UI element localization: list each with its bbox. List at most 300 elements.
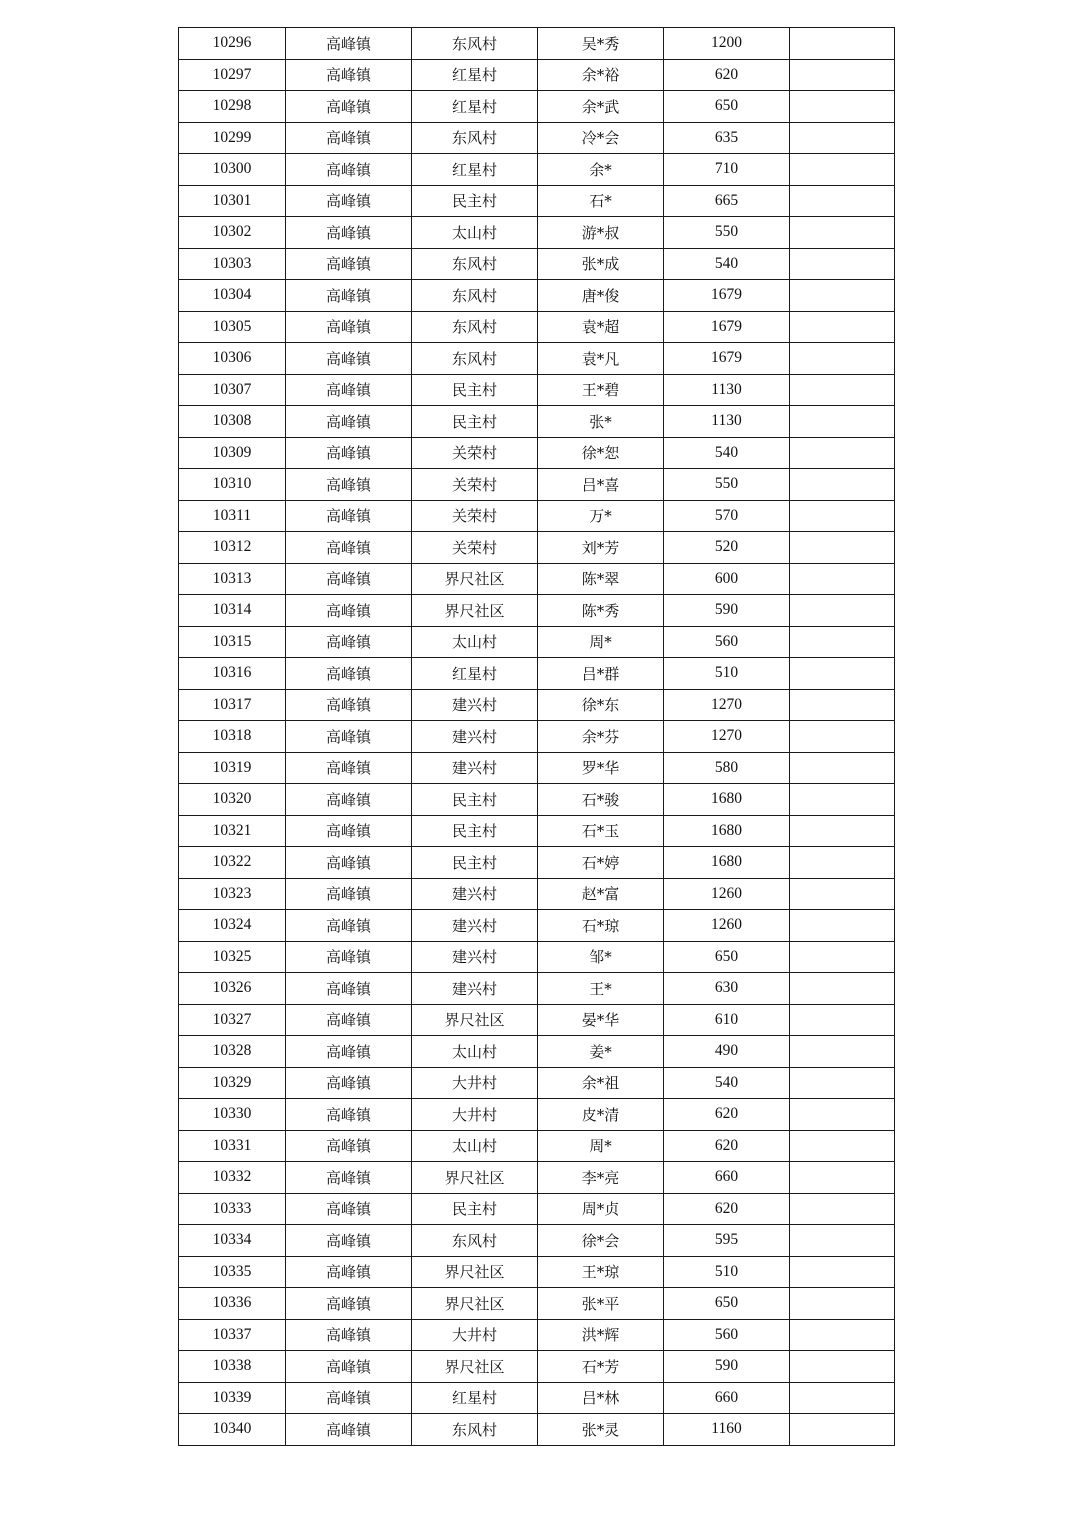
serial-number-cell: 10311 [179,500,286,532]
amount-cell: 550 [664,217,790,249]
village-cell: 民主村 [412,185,538,217]
town-cell: 高峰镇 [286,752,412,784]
village-cell: 红星村 [412,658,538,690]
village-cell: 建兴村 [412,973,538,1005]
village-cell: 民主村 [412,847,538,879]
remark-cell [790,374,895,406]
serial-number-cell: 10332 [179,1162,286,1194]
serial-number-cell: 10320 [179,784,286,816]
town-cell: 高峰镇 [286,1256,412,1288]
serial-number-cell: 10315 [179,626,286,658]
table-row [179,1256,895,1288]
serial-number-cell: 10321 [179,815,286,847]
town-cell: 高峰镇 [286,280,412,312]
town-cell: 高峰镇 [286,59,412,91]
serial-number-cell: 10329 [179,1067,286,1099]
serial-number-cell: 10323 [179,878,286,910]
village-cell: 关荣村 [412,469,538,501]
name-cell: 余*芬 [538,721,664,753]
serial-number-cell: 10337 [179,1319,286,1351]
remark-cell [790,1099,895,1131]
serial-number-cell: 10339 [179,1382,286,1414]
village-cell: 关荣村 [412,437,538,469]
town-cell: 高峰镇 [286,1351,412,1383]
town-cell: 高峰镇 [286,878,412,910]
remark-cell [790,1193,895,1225]
table-row [179,910,895,942]
village-cell: 界尺社区 [412,1351,538,1383]
name-cell: 袁*超 [538,311,664,343]
town-cell: 高峰镇 [286,311,412,343]
remark-cell [790,878,895,910]
name-cell: 余* [538,154,664,186]
table-row [179,878,895,910]
remark-cell [790,248,895,280]
name-cell: 赵*富 [538,878,664,910]
amount-cell: 1160 [664,1414,790,1446]
amount-cell: 620 [664,59,790,91]
serial-number-cell: 10301 [179,185,286,217]
town-cell: 高峰镇 [286,973,412,1005]
table-row [179,1099,895,1131]
village-cell: 东风村 [412,1225,538,1257]
remark-cell [790,1256,895,1288]
village-cell: 建兴村 [412,689,538,721]
name-cell: 王*碧 [538,374,664,406]
remark-cell [790,1319,895,1351]
name-cell: 张*成 [538,248,664,280]
remark-cell [790,658,895,690]
table-row [179,563,895,595]
village-cell: 民主村 [412,815,538,847]
table-row [179,469,895,501]
village-cell: 界尺社区 [412,1256,538,1288]
town-cell: 高峰镇 [286,374,412,406]
name-cell: 袁*凡 [538,343,664,375]
amount-cell: 1260 [664,910,790,942]
town-cell: 高峰镇 [286,595,412,627]
village-cell: 民主村 [412,784,538,816]
table-row [179,847,895,879]
village-cell: 民主村 [412,1193,538,1225]
town-cell: 高峰镇 [286,1099,412,1131]
village-cell: 东风村 [412,122,538,154]
town-cell: 高峰镇 [286,721,412,753]
table-row [179,437,895,469]
town-cell: 高峰镇 [286,784,412,816]
amount-cell: 580 [664,752,790,784]
town-cell: 高峰镇 [286,626,412,658]
amount-cell: 560 [664,1319,790,1351]
village-cell: 红星村 [412,59,538,91]
serial-number-cell: 10319 [179,752,286,784]
serial-number-cell: 10324 [179,910,286,942]
remark-cell [790,595,895,627]
town-cell: 高峰镇 [286,1130,412,1162]
amount-cell: 650 [664,941,790,973]
remark-cell [790,122,895,154]
table-row [179,658,895,690]
table-row [179,217,895,249]
name-cell: 石*骏 [538,784,664,816]
amount-cell: 590 [664,595,790,627]
serial-number-cell: 10307 [179,374,286,406]
table-row [179,1288,895,1320]
name-cell: 唐*俊 [538,280,664,312]
village-cell: 界尺社区 [412,563,538,595]
village-cell: 建兴村 [412,941,538,973]
amount-cell: 1679 [664,311,790,343]
name-cell: 吕*林 [538,1382,664,1414]
table-row [179,1351,895,1383]
name-cell: 周* [538,1130,664,1162]
serial-number-cell: 10302 [179,217,286,249]
name-cell: 张* [538,406,664,438]
table-row [179,721,895,753]
remark-cell [790,1004,895,1036]
name-cell: 张*平 [538,1288,664,1320]
village-cell: 东风村 [412,28,538,60]
amount-cell: 1679 [664,343,790,375]
name-cell: 石*玉 [538,815,664,847]
amount-cell: 590 [664,1351,790,1383]
amount-cell: 1270 [664,689,790,721]
name-cell: 余*武 [538,91,664,123]
remark-cell [790,406,895,438]
remark-cell [790,689,895,721]
serial-number-cell: 10322 [179,847,286,879]
remark-cell [790,784,895,816]
amount-cell: 1130 [664,374,790,406]
serial-number-cell: 10338 [179,1351,286,1383]
serial-number-cell: 10317 [179,689,286,721]
serial-number-cell: 10330 [179,1099,286,1131]
name-cell: 洪*辉 [538,1319,664,1351]
table-row [179,1193,895,1225]
name-cell: 皮*清 [538,1099,664,1131]
serial-number-cell: 10297 [179,59,286,91]
amount-cell: 540 [664,1067,790,1099]
remark-cell [790,973,895,1005]
town-cell: 高峰镇 [286,1414,412,1446]
amount-cell: 600 [664,563,790,595]
village-cell: 建兴村 [412,910,538,942]
serial-number-cell: 10312 [179,532,286,564]
village-cell: 建兴村 [412,752,538,784]
town-cell: 高峰镇 [286,658,412,690]
village-cell: 界尺社区 [412,1288,538,1320]
remark-cell [790,217,895,249]
table-row [179,784,895,816]
town-cell: 高峰镇 [286,563,412,595]
table-row [179,154,895,186]
table-row [179,973,895,1005]
village-cell: 关荣村 [412,532,538,564]
name-cell: 吕*群 [538,658,664,690]
serial-number-cell: 10336 [179,1288,286,1320]
serial-number-cell: 10309 [179,437,286,469]
table-row [179,374,895,406]
remark-cell [790,500,895,532]
village-cell: 东风村 [412,280,538,312]
serial-number-cell: 10308 [179,406,286,438]
town-cell: 高峰镇 [286,941,412,973]
serial-number-cell: 10333 [179,1193,286,1225]
town-cell: 高峰镇 [286,469,412,501]
town-cell: 高峰镇 [286,154,412,186]
name-cell: 陈*秀 [538,595,664,627]
town-cell: 高峰镇 [286,185,412,217]
town-cell: 高峰镇 [286,815,412,847]
name-cell: 余*祖 [538,1067,664,1099]
amount-cell: 570 [664,500,790,532]
serial-number-cell: 10314 [179,595,286,627]
serial-number-cell: 10328 [179,1036,286,1068]
remark-cell [790,910,895,942]
name-cell: 李*亮 [538,1162,664,1194]
name-cell: 石*琼 [538,910,664,942]
remark-cell [790,1288,895,1320]
amount-cell: 1680 [664,847,790,879]
table-row [179,343,895,375]
remark-cell [790,343,895,375]
serial-number-cell: 10334 [179,1225,286,1257]
town-cell: 高峰镇 [286,437,412,469]
amount-cell: 1270 [664,721,790,753]
name-cell: 周*贞 [538,1193,664,1225]
serial-number-cell: 10331 [179,1130,286,1162]
name-cell: 徐*东 [538,689,664,721]
amount-cell: 1260 [664,878,790,910]
town-cell: 高峰镇 [286,1319,412,1351]
remark-cell [790,532,895,564]
amount-cell: 520 [664,532,790,564]
village-cell: 民主村 [412,406,538,438]
table-row [179,1162,895,1194]
village-cell: 关荣村 [412,500,538,532]
remark-cell [790,1414,895,1446]
serial-number-cell: 10296 [179,28,286,60]
remark-cell [790,28,895,60]
name-cell: 石* [538,185,664,217]
town-cell: 高峰镇 [286,406,412,438]
remark-cell [790,941,895,973]
table-row [179,532,895,564]
name-cell: 游*叔 [538,217,664,249]
village-cell: 红星村 [412,154,538,186]
serial-number-cell: 10300 [179,154,286,186]
town-cell: 高峰镇 [286,248,412,280]
table-row [179,91,895,123]
table-row [179,185,895,217]
amount-cell: 635 [664,122,790,154]
table-row [179,1414,895,1446]
serial-number-cell: 10335 [179,1256,286,1288]
table-row [179,595,895,627]
table-row [179,1225,895,1257]
town-cell: 高峰镇 [286,217,412,249]
amount-cell: 490 [664,1036,790,1068]
table-row [179,500,895,532]
remark-cell [790,280,895,312]
name-cell: 吕*喜 [538,469,664,501]
amount-cell: 610 [664,1004,790,1036]
amount-cell: 620 [664,1130,790,1162]
remark-cell [790,59,895,91]
amount-cell: 540 [664,248,790,280]
remark-cell [790,1067,895,1099]
town-cell: 高峰镇 [286,532,412,564]
amount-cell: 1680 [664,815,790,847]
remark-cell [790,1036,895,1068]
table-row [179,626,895,658]
village-cell: 民主村 [412,374,538,406]
name-cell: 石*婷 [538,847,664,879]
serial-number-cell: 10304 [179,280,286,312]
remark-cell [790,469,895,501]
village-cell: 红星村 [412,1382,538,1414]
village-cell: 东风村 [412,1414,538,1446]
town-cell: 高峰镇 [286,1004,412,1036]
name-cell: 张*灵 [538,1414,664,1446]
town-cell: 高峰镇 [286,847,412,879]
remark-cell [790,626,895,658]
serial-number-cell: 10316 [179,658,286,690]
amount-cell: 620 [664,1193,790,1225]
serial-number-cell: 10298 [179,91,286,123]
remark-cell [790,752,895,784]
name-cell: 王* [538,973,664,1005]
table-row [179,1130,895,1162]
table-row [179,1036,895,1068]
name-cell: 陈*翠 [538,563,664,595]
name-cell: 王*琼 [538,1256,664,1288]
amount-cell: 665 [664,185,790,217]
amount-cell: 650 [664,1288,790,1320]
village-cell: 东风村 [412,311,538,343]
remark-cell [790,721,895,753]
town-cell: 高峰镇 [286,1162,412,1194]
table-row [179,406,895,438]
village-cell: 界尺社区 [412,1004,538,1036]
name-cell: 徐*恕 [538,437,664,469]
name-cell: 万* [538,500,664,532]
town-cell: 高峰镇 [286,910,412,942]
remark-cell [790,311,895,343]
table-row [179,59,895,91]
remark-cell [790,1382,895,1414]
name-cell: 冷*会 [538,122,664,154]
town-cell: 高峰镇 [286,1382,412,1414]
table-row [179,248,895,280]
serial-number-cell: 10327 [179,1004,286,1036]
village-cell: 界尺社区 [412,1162,538,1194]
serial-number-cell: 10310 [179,469,286,501]
table-row [179,280,895,312]
remark-cell [790,91,895,123]
amount-cell: 1680 [664,784,790,816]
table-row [179,311,895,343]
town-cell: 高峰镇 [286,500,412,532]
town-cell: 高峰镇 [286,91,412,123]
village-cell: 大井村 [412,1067,538,1099]
name-cell: 徐*会 [538,1225,664,1257]
village-cell: 太山村 [412,1130,538,1162]
town-cell: 高峰镇 [286,343,412,375]
village-cell: 东风村 [412,343,538,375]
amount-cell: 710 [664,154,790,186]
town-cell: 高峰镇 [286,1288,412,1320]
town-cell: 高峰镇 [286,28,412,60]
data-table [178,27,895,1446]
remark-cell [790,847,895,879]
name-cell: 吴*秀 [538,28,664,60]
amount-cell: 540 [664,437,790,469]
amount-cell: 550 [664,469,790,501]
serial-number-cell: 10306 [179,343,286,375]
remark-cell [790,1162,895,1194]
table-row [179,1319,895,1351]
town-cell: 高峰镇 [286,689,412,721]
table-body [179,28,895,1446]
amount-cell: 650 [664,91,790,123]
serial-number-cell: 10325 [179,941,286,973]
remark-cell [790,1225,895,1257]
amount-cell: 510 [664,658,790,690]
name-cell: 余*裕 [538,59,664,91]
serial-number-cell: 10313 [179,563,286,595]
amount-cell: 660 [664,1162,790,1194]
table-row [179,28,895,60]
town-cell: 高峰镇 [286,1225,412,1257]
amount-cell: 1679 [664,280,790,312]
village-cell: 大井村 [412,1319,538,1351]
serial-number-cell: 10299 [179,122,286,154]
table-row [179,1067,895,1099]
remark-cell [790,1351,895,1383]
village-cell: 太山村 [412,217,538,249]
town-cell: 高峰镇 [286,1193,412,1225]
amount-cell: 620 [664,1099,790,1131]
table-row [179,1382,895,1414]
amount-cell: 595 [664,1225,790,1257]
name-cell: 罗*华 [538,752,664,784]
serial-number-cell: 10303 [179,248,286,280]
name-cell: 刘*芳 [538,532,664,564]
town-cell: 高峰镇 [286,1067,412,1099]
amount-cell: 630 [664,973,790,1005]
town-cell: 高峰镇 [286,122,412,154]
remark-cell [790,563,895,595]
remark-cell [790,185,895,217]
village-cell: 建兴村 [412,878,538,910]
remark-cell [790,154,895,186]
village-cell: 东风村 [412,248,538,280]
amount-cell: 510 [664,1256,790,1288]
serial-number-cell: 10305 [179,311,286,343]
name-cell: 晏*华 [538,1004,664,1036]
table-row [179,752,895,784]
town-cell: 高峰镇 [286,1036,412,1068]
serial-number-cell: 10326 [179,973,286,1005]
remark-cell [790,437,895,469]
remark-cell [790,1130,895,1162]
amount-cell: 1130 [664,406,790,438]
village-cell: 大井村 [412,1099,538,1131]
name-cell: 石*芳 [538,1351,664,1383]
table-row [179,689,895,721]
serial-number-cell: 10318 [179,721,286,753]
